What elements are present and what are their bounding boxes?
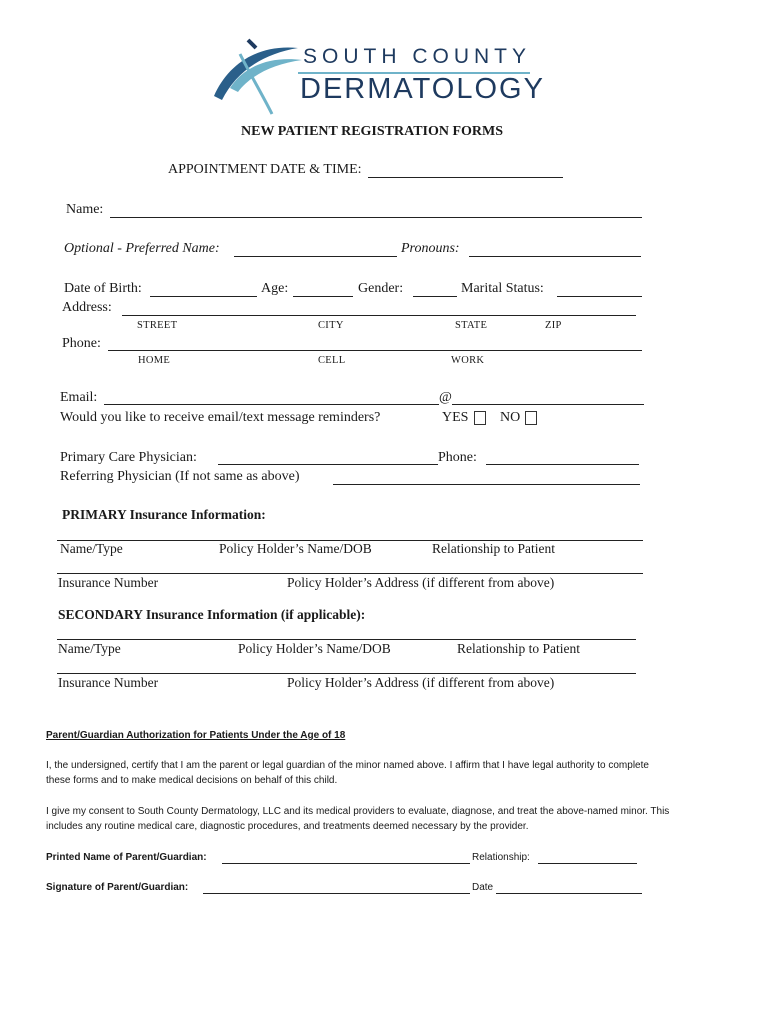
preferred-name-field[interactable] bbox=[234, 256, 397, 257]
secondary-ins-holder-name: Policy Holder’s Name/DOB bbox=[238, 641, 391, 656]
address-zip-caption: ZIP bbox=[545, 320, 562, 331]
pronouns-field[interactable] bbox=[469, 256, 641, 257]
gender-label: Gender: bbox=[358, 281, 404, 296]
guardian-relationship-field[interactable] bbox=[538, 863, 637, 864]
secondary-ins-heading: SECONDARY Insurance Information (if applicable): bbox=[58, 607, 366, 622]
printed-name-field[interactable] bbox=[222, 863, 470, 864]
logo-line1: SOUTH COUNTY bbox=[303, 45, 531, 68]
pcp-phone-field[interactable] bbox=[486, 464, 639, 465]
secondary-ins-relationship: Relationship to Patient bbox=[457, 641, 580, 656]
email-at-sign: @ bbox=[439, 390, 452, 405]
preferred-name-label: Optional - Preferred Name: bbox=[64, 241, 220, 256]
guardian-relationship-label: Relationship: bbox=[472, 852, 530, 863]
guardian-para2-line2: includes any routine medical care, diagnostic procedures, and treatments deemed necessary by the provider. bbox=[46, 821, 529, 832]
yes-checkbox[interactable] bbox=[474, 411, 486, 425]
secondary-ins-holder-address: Policy Holder’s Address (if different from above) bbox=[287, 675, 555, 690]
name-field[interactable] bbox=[110, 217, 642, 218]
marital-label: Marital Status: bbox=[461, 281, 544, 296]
no-label: NO bbox=[500, 410, 521, 425]
address-field[interactable] bbox=[122, 315, 636, 316]
address-label: Address: bbox=[62, 300, 112, 315]
primary-ins-holder-address: Policy Holder’s Address (if different from above) bbox=[287, 575, 555, 590]
phone-label: Phone: bbox=[62, 336, 101, 351]
signature-field[interactable] bbox=[203, 893, 470, 894]
primary-ins-holder-name: Policy Holder’s Name/DOB bbox=[219, 541, 372, 556]
appointment-field[interactable] bbox=[368, 177, 563, 178]
primary-ins-relationship: Relationship to Patient bbox=[432, 541, 555, 556]
age-label: Age: bbox=[261, 281, 289, 296]
signature-label: Signature of Parent/Guardian: bbox=[46, 882, 189, 893]
secondary-ins-line-1[interactable] bbox=[57, 639, 636, 640]
no-checkbox[interactable] bbox=[525, 411, 537, 425]
pcp-field[interactable] bbox=[218, 464, 438, 465]
phone-field[interactable] bbox=[108, 350, 642, 351]
guardian-para2-line1: I give my consent to South County Dermatology, LLC and its medical providers to evaluate, diagnose, and treat the above-named minor. This bbox=[46, 806, 670, 817]
pcp-label: Primary Care Physician: bbox=[60, 450, 197, 465]
email-label: Email: bbox=[60, 390, 98, 405]
primary-ins-number: Insurance Number bbox=[58, 575, 159, 590]
secondary-ins-line-2[interactable] bbox=[57, 673, 636, 674]
guardian-heading: Parent/Guardian Authorization for Patients Under the Age of 18 bbox=[46, 730, 346, 741]
logo-mark-icon bbox=[210, 34, 310, 116]
phone-cell-caption: CELL bbox=[318, 355, 346, 366]
guardian-para1-line2: these forms and to make medical decisions on behalf of this child. bbox=[46, 775, 338, 786]
guardian-para1-line1: I, the undersigned, certify that I am the parent or legal guardian of the minor named above. I affirm that I have legal authority to complete bbox=[46, 760, 649, 771]
referring-field[interactable] bbox=[333, 484, 640, 485]
printed-name-label: Printed Name of Parent/Guardian: bbox=[46, 852, 207, 863]
primary-ins-line-2[interactable] bbox=[57, 573, 643, 574]
pronouns-label: Pronouns: bbox=[401, 241, 460, 256]
phone-home-caption: HOME bbox=[138, 355, 171, 366]
date-field[interactable] bbox=[496, 893, 642, 894]
appointment-label: APPOINTMENT DATE & TIME: bbox=[168, 162, 362, 177]
email-user-field[interactable] bbox=[104, 404, 439, 405]
marital-field[interactable] bbox=[557, 296, 642, 297]
age-field[interactable] bbox=[293, 296, 353, 297]
address-state-caption: STATE bbox=[455, 320, 488, 331]
date-label: Date bbox=[472, 882, 494, 893]
dob-label: Date of Birth: bbox=[64, 281, 142, 296]
name-label: Name: bbox=[66, 202, 104, 217]
pcp-phone-label: Phone: bbox=[438, 450, 477, 465]
secondary-ins-number: Insurance Number bbox=[58, 675, 159, 690]
email-domain-field[interactable] bbox=[452, 404, 644, 405]
address-street-caption: STREET bbox=[137, 320, 178, 331]
primary-ins-heading: PRIMARY Insurance Information: bbox=[62, 507, 266, 522]
address-city-caption: CITY bbox=[318, 320, 344, 331]
phone-work-caption: WORK bbox=[451, 355, 485, 366]
secondary-ins-name-type: Name/Type bbox=[58, 641, 121, 656]
gender-field[interactable] bbox=[413, 296, 457, 297]
reminder-question: Would you like to receive email/text message reminders? bbox=[60, 410, 381, 425]
form-title: NEW PATIENT REGISTRATION FORMS bbox=[241, 124, 504, 139]
dob-field[interactable] bbox=[150, 296, 257, 297]
yes-label: YES bbox=[442, 410, 469, 425]
primary-ins-name-type: Name/Type bbox=[60, 541, 123, 556]
logo-line2: DERMATOLOGY bbox=[300, 73, 545, 105]
referring-label: Referring Physician (If not same as above) bbox=[60, 469, 300, 484]
